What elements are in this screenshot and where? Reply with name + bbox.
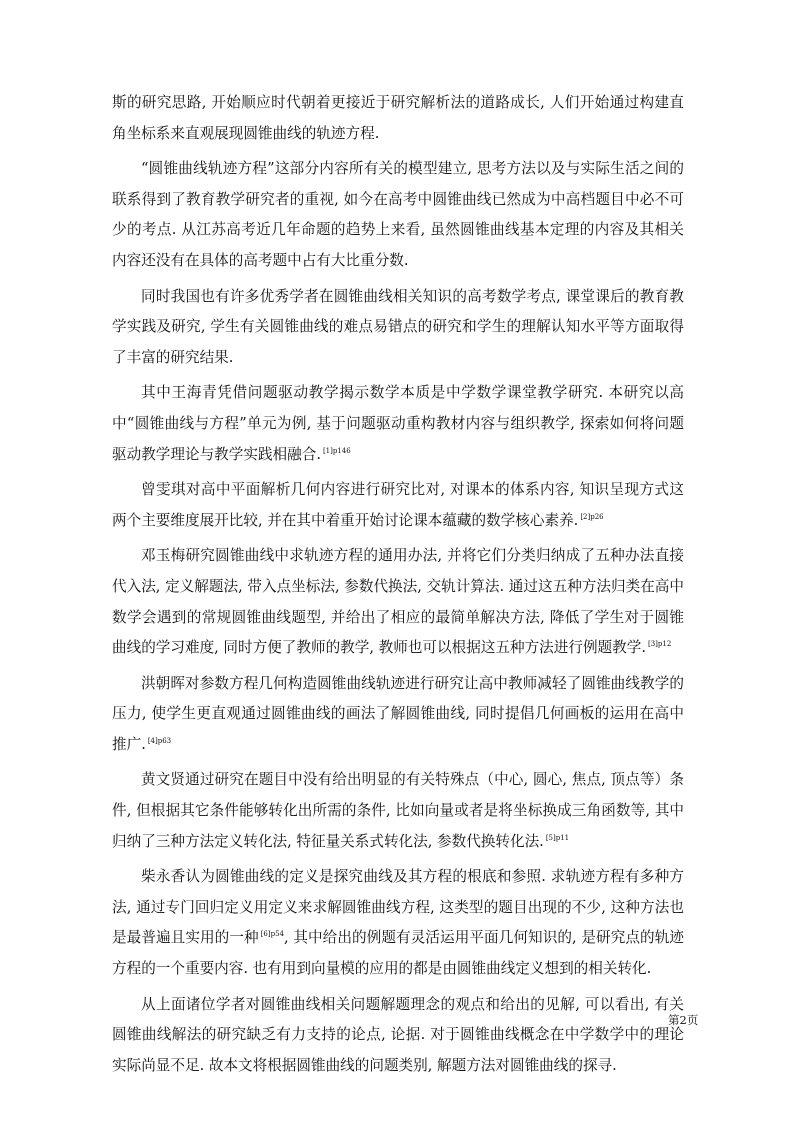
paragraph-text: 其中王海青凭借问题驱动教学揭示数学本质是中学数学课堂教学研究. 本研究以高中“圆锥曲线与方程”单元为例, 基于问题驱动重构教材内容与组织教学, 探索如何将问题驱动教学理论与教学实践相融合. — [112, 384, 684, 463]
citation-marker: [6]p54 — [260, 930, 284, 939]
page-number: 第2页 — [668, 1013, 699, 1027]
paragraph — [112, 154, 684, 276]
paragraph-text: 柴永香认为圆锥曲线的定义是探究曲线及其方程的根底和参照. 求轨迹方程有多种方法, 通过专门回归定义用定义来求解圆锥曲线方程, 这类型的题目出现的不少, 这种方法也是最普遍且实用的一种 — [112, 868, 684, 947]
paragraph — [112, 862, 684, 984]
paragraph-text: “圆锥曲线轨迹方程”这部分内容所有关的模型建立, 思考方法以及与实际生活之间的联系得到了教育教学研究者的重视, 如今在高考中圆锥曲线已然成为中高档题目中必不可少的考点. 从江苏高考近几年命题的趋势上来看, 虽然圆锥曲线基本定理的内容及其相关内容还没有在具体的高考题中占有大比重分数. — [112, 160, 684, 269]
citation-marker: [3]p12 — [647, 640, 672, 649]
citation-marker: [4]p63 — [147, 736, 172, 745]
paragraph — [112, 765, 684, 857]
paragraph-text: 同时我国也有许多优秀学者在圆锥曲线相关知识的高考数学考点, 课堂课后的教育教学实践及研究, 学生有关圆锥曲线的难点易错点的研究和学生的理解认知水平等方面取得了丰富的研究结果. — [112, 287, 684, 366]
paragraph — [112, 669, 684, 761]
paragraph-text: 洪朝晖对参数方程几何构造圆锥曲线轨迹进行研究让高中教师减轻了圆锥曲线教学的压力, 使学生更直观通过圆锥曲线的画法了解圆锥曲线, 同时提倡几何画板的运用在高中推广. — [112, 674, 684, 753]
paragraph-text: 斯的研究思路, 开始顺应时代朝着更接近于研究解析法的道路成长, 人们开始通过构建直角坐标系来直观展现圆锥曲线的轨迹方程. — [112, 94, 684, 142]
citation-marker: [5]p11 — [545, 833, 570, 842]
citation-marker: [1]p146 — [322, 446, 351, 455]
paragraph-text: , 其中给出的例题有灵活运用平面几何知识的, 是研究点的轨迹方程的一个重要内容. 也有用到向量模的应用的都是由圆锥曲线定义想到的相关转化. — [112, 929, 684, 978]
paragraph-text: 邓玉梅研究圆锥曲线中求轨迹方程的通用办法, 并将它们分类归纳成了五种办法直接代入法, 定义解题法, 带入点坐标法, 参数代换法, 交轨计算法. 通过这五种方法归类在高中数学会遇到的常规圆锥曲线题型, 并给出了相应的最简单解决方法, 降低了学生对于圆锥曲线的学习难度, 同时方便了教师的教学, 教师也可以根据这五种方法进行例题教学. — [112, 547, 684, 657]
citation-marker: [2]p26 — [580, 512, 604, 521]
paragraph — [112, 378, 684, 470]
paragraph — [112, 475, 684, 536]
paragraph — [112, 990, 684, 1082]
paragraph — [112, 282, 684, 374]
paragraph-text: 曾雯琪对高中平面解析几何内容进行研究比对, 对课本的体系内容, 知识呈现方式这两个主要维度展开比较, 并在其中着重开始讨论课本蕴藏的数学核心素养. — [112, 481, 684, 529]
paragraph-text: 从上面诸位学者对圆锥曲线相关问题解题理念的观点和给出的见解, 可以看出, 有关圆锥曲线解法的研究缺乏有力支持的论点, 论据. 对于圆锥曲线概念在中学数学中的理论实际尚显不足. 故本文将根据圆锥曲线的问题类别, 解题方法对圆锥曲线的探寻. — [112, 995, 684, 1074]
paragraph — [112, 88, 684, 149]
paragraph — [112, 541, 684, 663]
document-body — [112, 88, 684, 1086]
paragraph-text: 黄文贤通过研究在题目中没有给出明显的有关特殊点（中心, 圆心, 焦点, 顶点等）条件, 但根据其它条件能够转化出所需的条件, 比如向量或者是将坐标换成三角函数等, 其中归纳了三种方法定义转化法, 特征量关系式转化法, 参数代换转化法. — [112, 771, 684, 850]
